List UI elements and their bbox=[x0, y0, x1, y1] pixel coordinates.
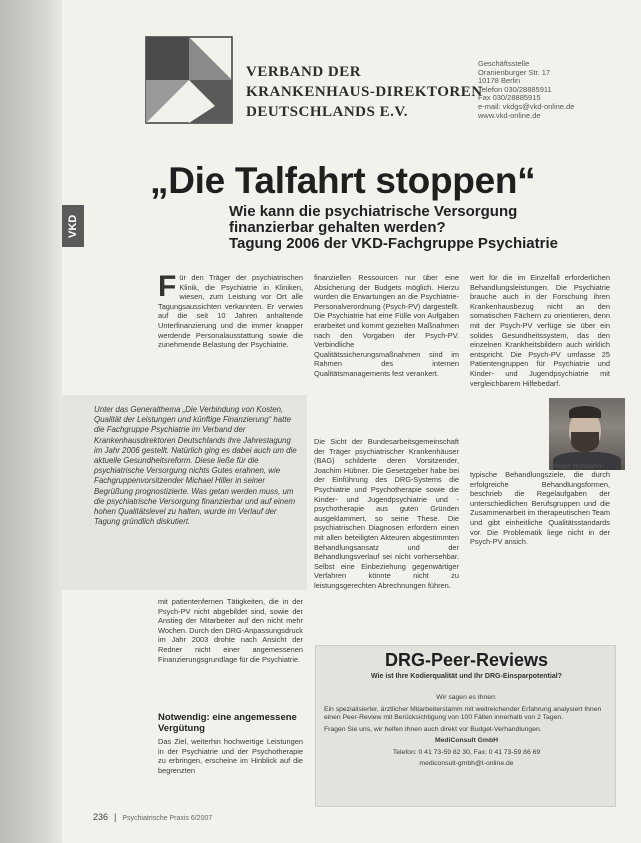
article-title: „Die Talfahrt stoppen“ bbox=[150, 160, 536, 201]
promo-contact: Telefon: 0 41 73-59 82 30, Fax: 0 41 73-59 86 69 bbox=[392, 748, 541, 756]
column-2-continued: Die Sicht der Bundesarbeitsgemeinschaft der Träger psychiatrischer Krankenhäuser (BAG) schilderte deren Vorsitzender, Joachim Hübner. Die Gesetzgeber habe bei der Einführung des DRG-Systems die Psychiatrie und Psychotherapie sowie die Kinder- und Jugendpsychiatrie und -psychotherapie aus guten Gründen ausgeklammert, so seine These. Die psychiatrischen Diagnosen erfordern einen mit allen beteiligten Akteuren abgestimmten Behandlungsansatz und der Behandlungsverlauf sei nicht vorhersehbar. Selbst eine Einbeziehung gegenwärtiger Verfahren könnte nicht zu leistungsgerechten Abrechnungen führen. bbox=[314, 437, 459, 590]
intro-quote: Unter das Generalthema „Die Verbindung von Kosten, Qualität der Leistungen und künftige Finanzierung“ hatte die Fachgruppe Psychiatrie im Verband der Krankenhausdirektoren Deutschlands ihre Jahrestagung im Jahr 2006 gestellt. Natürlich ging es dabei auch um die aktuelle Gesundheitsreform. Diese ließe für die psychiatrische Versorgung nichts Gutes erahnen, wie Fachgruppenvorsitzender Michael Hiller in seiner Begrüßung prognostizierte. Was getan werden muss, um die psychiatrische Versorgung finanzierbar und auf einem hohen Qualitätslevel zu halten, wurde im Verlauf der Tagung gründlich diskutiert. bbox=[94, 405, 297, 527]
address-line: Geschäftsstelle bbox=[478, 59, 530, 68]
subtitle-line: Tagung 2006 der VKD-Fachgruppe Psychiatrie bbox=[229, 235, 558, 252]
page-gutter bbox=[0, 0, 62, 843]
footer-separator: | bbox=[114, 812, 117, 822]
column-1-end: Das Ziel, weiterhin hochwertige Leistungen in der Psychiatrie und der Psychotherapie zu erbringen, erscheine im Hinblick auf die begrenzten bbox=[158, 737, 303, 775]
address-line: 10178 Berlin bbox=[478, 76, 521, 86]
association-name bbox=[246, 62, 483, 122]
association-line-3: DEUTSCHLANDS E.V. bbox=[246, 104, 409, 120]
article-subtitle bbox=[229, 204, 629, 252]
promo-intro: Wir sagen es Ihnen: bbox=[436, 694, 497, 701]
address-line: Telefon 030/28885911 bbox=[478, 84, 552, 94]
subtitle-line: Wie kann die psychiatrische Versorgung bbox=[229, 203, 518, 220]
portrait-photo bbox=[549, 398, 625, 470]
page-footer bbox=[93, 812, 212, 822]
promo-cta: Fragen Sie uns, wir helfen Ihnen auch direkt vor Budget-Verhandlungen. bbox=[324, 725, 542, 733]
column-2-text: finanziellen Ressourcen nur über eine Absicherung der Budgets möglich. Hierzu wurden die Erwartungen an die Psychiatrie-Personalverordnung (Psych-PV) dargestellt. Die Psychiatrie hat eine Fülle von Aufgaben erarbeitet und kommt gezielten Maßnahmen nach den Vorgaben der Psych-PV. Verbindliche Qualitätssicherungsmaßnahmen sind im Rahmen des internen Qualitätsmanagements fest verankert. bbox=[314, 273, 460, 378]
photo-hair bbox=[569, 406, 601, 418]
column-1-text bbox=[158, 270, 303, 350]
association-line-1: VERBAND DER bbox=[246, 64, 362, 80]
photo-beard bbox=[571, 432, 599, 452]
promo-company: MediConsult GmbH bbox=[434, 737, 499, 744]
page-number: 236 bbox=[93, 812, 109, 822]
promo-box bbox=[315, 645, 616, 807]
promo-text: Ein spezialisierter, ärztlicher Mitarbeiterstamm mit weitreichender Erfahrung analysiert Ihnen einen Peer-Review mit Berücksichtigung von 100 Fällen innerhalb von 2 Tagen. bbox=[324, 705, 602, 721]
address-line: www.vkd-online.de bbox=[478, 110, 541, 120]
promo-web: mediconsult-gmbh@t-online.de bbox=[419, 760, 514, 767]
association-address bbox=[478, 60, 598, 120]
column-3-text: wert für die im Einzelfall erforderlichen Behandlungsleistungen. Die Psychiatrie brauche auch in der Forschung ihren Krankenhausbezug nicht an den somatischen Fächern zu orientieren, denn mit der Psych-PV verfüge sie über ein solides Gesundheitssystem, das den einzelnen Krankheitsbildern auch wirklich entspricht. Die Psych-PV umfasse 25 Patientengruppen für Psychiatrie und Kinder- und Jugendpsychiatrie mit vergleichbarem Hilfebedarf. bbox=[470, 273, 610, 388]
intro-quote-box bbox=[62, 395, 307, 590]
column-3-continued: typische Behandlungsziele, die durch erfolgreiche Behandlungsformen, beschrieb die Regelaufgaben der unterschiedlichen Berufsgruppen und die Zusammenarbeit im therapeutischen Team und gibt einheitliche Qualitätsstandards vor. Die Problematik liege nicht in der Psych-PV ansich. bbox=[470, 470, 610, 547]
promo-title: DRG-Peer-Reviews bbox=[384, 650, 549, 670]
column-1-continued: mit patientenfernen Tätigkeiten, die in der Psych-PV nicht abgebildet sind, sowie der Anstieg der Mitarbeiter auf den nicht mehr Wochen. Durch den DRG-Anpassungsdruck im Jahr 2003 drohte nach Ansicht der Redner nicht einer angemessenen Finanzierungsgrundlage für die Psychiatrie. bbox=[158, 597, 303, 664]
promo-body bbox=[324, 694, 609, 772]
subtitle-line: finanzierbar gehalten werden? bbox=[229, 219, 446, 236]
promo-subtitle: Wie ist Ihre Kodierqualität und Ihr DRG-Einsparpotential? bbox=[371, 673, 562, 680]
address-line: Oranienburger Str. 17 bbox=[478, 67, 551, 77]
vkd-logo bbox=[145, 36, 233, 124]
publication-name: Psychiatrische Praxis 6/2007 bbox=[122, 815, 213, 822]
section-subheading: Notwendig: eine angemessene Vergütung bbox=[158, 712, 297, 734]
section-tag: VKD bbox=[62, 205, 84, 247]
address-line: e-mail: vkdgs@vkd-online.de bbox=[478, 101, 575, 111]
paragraph: ür den Träger der psychiatrischen Klinik, die Psychiatrie in Kliniken, wiesen, zum Leistung vor Ort alle Tagungsaussichten verkannten. Er verwies auf die seit 10 Jahren anhaltende Unterfinanzierung und die immer knapper werdende Personalausstattung sowie die zunehmende Belastung der Psychiatrie. bbox=[158, 273, 303, 350]
address-line: Fax 030/28885915 bbox=[478, 93, 541, 103]
photo-caption: Holger Höhmann bbox=[552, 463, 602, 470]
association-line-2: KRANKENHAUS-DIREKTOREN bbox=[246, 84, 483, 100]
drop-cap: F bbox=[158, 270, 177, 303]
